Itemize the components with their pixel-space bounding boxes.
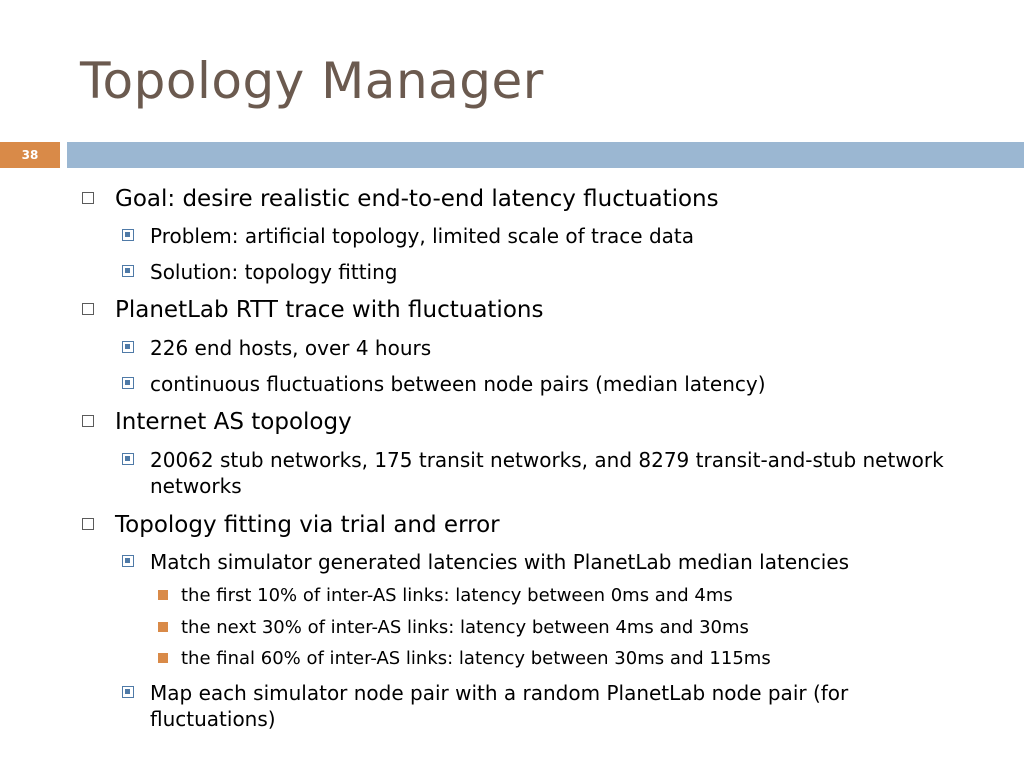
bullet-text: Match simulator generated latencies with PlanetLab median latencies: [150, 550, 850, 574]
bullet-text: Problem: artificial topology, limited scale of trace data: [150, 224, 695, 248]
bullet-text: 20062 stub networks, 175 transit networks, and 8279 transit-and-stub network networks: [150, 448, 944, 498]
bullet-text: Solution: topology fitting: [150, 260, 398, 284]
boxed-bullet-icon: [122, 265, 134, 277]
boxed-bullet-icon: [122, 229, 134, 241]
boxed-bullet-icon: [122, 377, 134, 389]
filled-square-bullet-icon: [158, 653, 168, 663]
filled-square-bullet-icon: [158, 590, 168, 600]
boxed-bullet-icon: [122, 555, 134, 567]
sub-sub-bullet: [158, 616, 958, 640]
slide-title: Topology Manager: [80, 52, 544, 110]
bullet-internet-as: [82, 408, 982, 436]
square-bullet-icon: [82, 518, 94, 530]
sub-bullet: [122, 371, 982, 397]
sub-bullet: [122, 335, 982, 361]
bullet-text: Goal: desire realistic end-to-end latency fluctuations: [115, 186, 719, 212]
bullet-goal: [82, 185, 982, 213]
header-band: [67, 142, 1024, 168]
bullet-text: the first 10% of inter-AS links: latency between 0ms and 4ms: [181, 585, 733, 606]
bullet-text: the final 60% of inter-AS links: latency between 30ms and 115ms: [181, 648, 771, 669]
filled-square-bullet-icon: [158, 622, 168, 632]
bullet-planetlab: [82, 296, 982, 324]
square-bullet-icon: [82, 192, 94, 204]
square-bullet-icon: [82, 303, 94, 315]
boxed-bullet-icon: [122, 686, 134, 698]
sub-bullet: [122, 259, 982, 285]
boxed-bullet-icon: [122, 453, 134, 465]
bullet-text: the next 30% of inter-AS links: latency between 4ms and 30ms: [181, 617, 749, 638]
sub-sub-bullet: [158, 584, 958, 608]
bullet-text: Map each simulator node pair with a random PlanetLab node pair (for fluctuations): [150, 681, 849, 731]
square-bullet-icon: [82, 415, 94, 427]
bullet-text: Internet AS topology: [115, 409, 352, 435]
sub-bullet: [122, 223, 982, 249]
sub-bullet: [122, 549, 1002, 575]
bullet-text: PlanetLab RTT trace with fluctuations: [115, 297, 544, 323]
bullet-topology-fitting: [82, 511, 982, 539]
boxed-bullet-icon: [122, 341, 134, 353]
bullet-text: continuous fluctuations between node pairs (median latency): [150, 372, 766, 396]
sub-sub-bullet: [158, 647, 958, 671]
slide-number: 38: [0, 142, 60, 168]
sub-bullet: [122, 680, 972, 732]
sub-bullet: [122, 447, 962, 499]
bullet-text: 226 end hosts, over 4 hours: [150, 336, 432, 360]
bullet-text: Topology fitting via trial and error: [115, 512, 500, 538]
